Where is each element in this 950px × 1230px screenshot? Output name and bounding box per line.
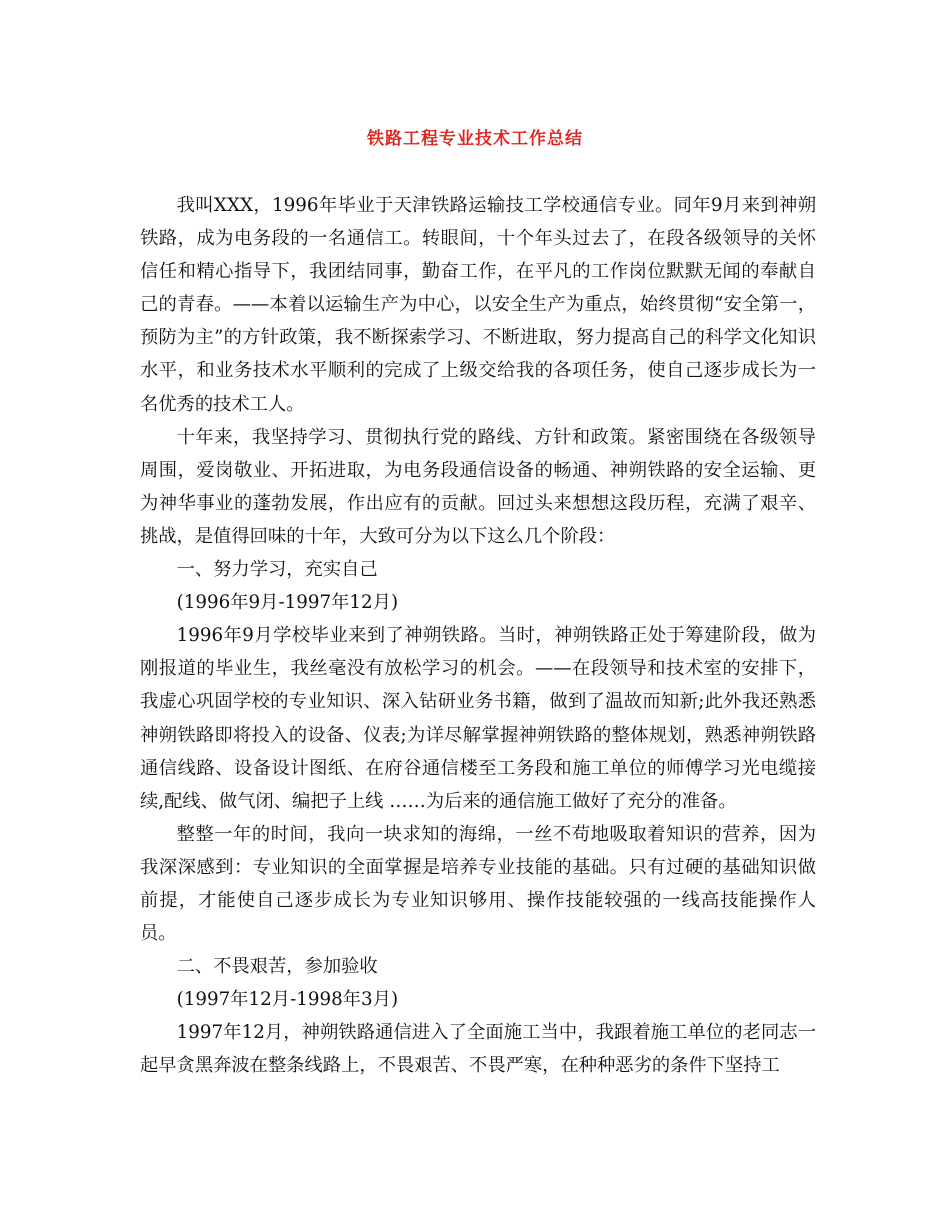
section-heading-2: 二、不畏艰苦，参加验收 (176, 956, 378, 978)
section-period-2: (1997年12月-1998年3月) (176, 989, 399, 1011)
document-body (140, 189, 816, 1083)
paragraph-ten-years: 十年来，我坚持学习、贯彻执行党的路线、方针和政策。紧密围绕在各级领导周围，爱岗敬业、开拓进取，为电务段通信设备的畅通、神朔铁路的安全运输、更为神华事业的蓬勃发展，作出应有的贡献。回过头来想想这段历程，充满了艰辛、挑战，是值得回味的十年，大致可分为以下这么几个阶段： (140, 426, 816, 547)
paragraph-section-1: 1996年9月学校毕业来到了神朔铁路。当时，神朔铁路正处于筹建阶段，做为刚报道的毕业生，我丝毫没有放松学习的机会。——在段领导和技术室的安排下，我虚心巩固学校的专业知识、深入钻研业务书籍，做到了温故而知新;此外我还熟悉神朔铁路即将投入的设备、仪表;为详尽解掌握神朔铁路的整体规划，熟悉神朔铁路通信线路、设备设计图纸、在府谷通信楼至工务段和施工单位的师傅学习光电缆接续,配线、做气闭、编把子上线 ……为后来的通信施工做好了充分的准备。 (140, 625, 816, 812)
section-heading-1: 一、努力学习，充实自己 (176, 559, 378, 581)
section-period-1: (1996年9月-1997年12月) (176, 592, 399, 614)
paragraph-section-1-summary: 整整一年的时间，我向一块求知的海绵，一丝不苟地吸取着知识的营养，因为我深深感到：专业知识的全面掌握是培养专业技能的基础。只有过硬的基础知识做前提，才能使自己逐步成长为专业知识够用、操作技能较强的一线高技能操作人员。 (140, 823, 816, 945)
document-title: 铁路工程专业技术工作总结 (367, 129, 583, 149)
paragraph-intro: 我叫XXX，1996年毕业于天津铁路运输技工学校通信专业。同年9月来到神朔铁路，成为电务段的一名通信工。转眼间，十个年头过去了，在段各级领导的关怀信任和精心指导下，我团结同事，勤奋工作，在平凡的工作岗位默默无闻的奉献自己的青春。——本着以运输生产为中心，以安全生产为重点，始终贯彻“安全第一，预防为主”的方针政策，我不断探索学习、不断进取，努力提高自己的科学文化知识水平，和业务技术水平顺利的完成了上级交给我的各项任务，使自己逐步成长为一名优秀的技术工人。 (140, 195, 816, 415)
paragraph-section-2: 1997年12月，神朔铁路通信进入了全面施工当中，我跟着施工单位的老同志一起早贪黑奔波在整条线路上，不畏艰苦、不畏严寒，在种种恶劣的条件下坚持工 (140, 1022, 816, 1077)
